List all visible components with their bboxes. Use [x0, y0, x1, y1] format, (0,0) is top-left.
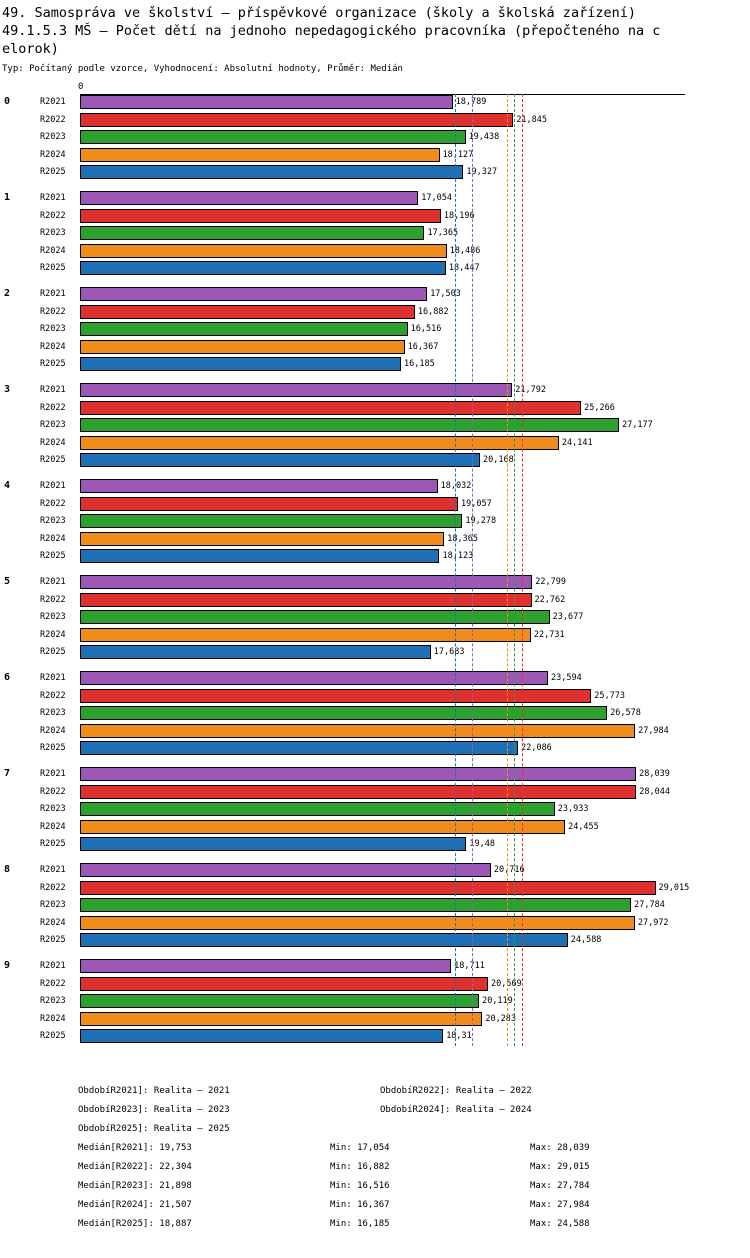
bar: [80, 287, 427, 301]
median-line: [455, 94, 457, 1046]
series-label: R2021: [40, 769, 66, 779]
bar-group: [0, 382, 685, 470]
median-line: [472, 94, 474, 1046]
bar-row: [0, 208, 685, 225]
bar: [80, 767, 636, 781]
series-label: R2022: [40, 978, 66, 989]
bar-row: [0, 164, 685, 181]
stat-row: [0, 1200, 750, 1219]
bar-row: [0, 705, 685, 722]
bar-row: [0, 574, 685, 591]
bar-row: [0, 496, 685, 513]
bar-value-label: 25,773: [594, 690, 625, 701]
stat-median: Medián[R2021]: 19,753: [78, 1143, 192, 1153]
series-label: R2025: [40, 839, 66, 850]
series-label: R2024: [40, 917, 66, 928]
chart-legend: [0, 1086, 750, 1143]
series-label: R2024: [40, 725, 66, 736]
series-label: R2022: [40, 882, 66, 893]
bar-row: [0, 862, 685, 879]
group-label: 7: [4, 768, 11, 779]
bar-group: [0, 862, 690, 950]
bar-value-label: 18,789: [455, 97, 487, 107]
bar-value-label: 24,588: [570, 935, 602, 946]
bar: [80, 645, 431, 659]
bar: [80, 305, 415, 319]
series-label: R2023: [40, 420, 66, 431]
series-label: R2022: [40, 306, 66, 317]
title-line-3: elorok): [2, 41, 59, 57]
legend-item: ObdobíR2024]: Realita – 2024: [380, 1105, 532, 1115]
bar: [80, 113, 513, 127]
bar-row: [0, 609, 685, 626]
bar-row: [0, 304, 685, 321]
median-line: [507, 94, 509, 1046]
series-label: R2025: [40, 359, 66, 370]
bar-value-label: 20,119: [482, 996, 513, 1007]
bar-row: [0, 723, 685, 740]
bar-value-label: 24,141: [561, 437, 593, 448]
bar: [80, 549, 439, 563]
bar: [80, 628, 531, 642]
series-label: R2023: [40, 996, 66, 1007]
bar-value-label: 19,057: [461, 498, 492, 509]
title-line-2: 49.1.5.3 MŠ – Počet dětí na jednoho nepedagogického pracovníka (přepočteného na c: [2, 23, 661, 39]
bar: [80, 436, 559, 450]
series-label: R2024: [40, 341, 66, 352]
bar-row: [0, 1011, 685, 1028]
bar: [80, 497, 458, 511]
bar-value-label: 22,731: [533, 629, 565, 640]
bar-row: [0, 592, 685, 609]
series-label: R2023: [40, 516, 66, 527]
stat-max: Max: 27,984: [530, 1200, 590, 1210]
bar: [80, 977, 488, 991]
series-label: R2021: [40, 961, 66, 971]
series-label: R2021: [40, 193, 66, 203]
bar: [80, 514, 462, 528]
bar-group: [0, 94, 685, 182]
median-line: [522, 94, 524, 1046]
bar-row: [0, 897, 685, 914]
bar-row: [0, 644, 685, 661]
bar: [80, 357, 401, 371]
bar: [80, 898, 631, 912]
bar-value-label: 27,784: [634, 900, 665, 911]
bar: [80, 785, 636, 799]
bar-value-label: 18,711: [454, 961, 485, 971]
legend-row: [0, 1086, 750, 1105]
stat-max: Max: 28,039: [530, 1143, 590, 1153]
bar-group: [0, 286, 685, 374]
stat-min: Min: 16,185: [330, 1219, 390, 1229]
stat-row: [0, 1219, 750, 1238]
chart-area: [0, 82, 750, 1042]
bar-row: [0, 435, 685, 452]
page-title: [2, 4, 750, 58]
bar-value-label: 16,882: [417, 306, 449, 317]
bar-row: [0, 531, 685, 548]
series-label: R2021: [40, 673, 66, 683]
bar-row: [0, 478, 685, 495]
bar: [80, 418, 619, 432]
group-label: 4: [4, 480, 11, 491]
series-label: R2022: [40, 786, 66, 797]
series-label: R2025: [40, 743, 66, 754]
group-label: 8: [4, 864, 11, 875]
bar-value-label: 23,594: [551, 673, 582, 683]
bar-group: [0, 190, 685, 278]
bar-row: [0, 670, 685, 687]
chart-subtitle: Typ: Počítaný podle vzorce, Vyhodnocení: Absolutní hodnoty, Průměr: Medián: [2, 64, 403, 74]
bar-value-label: 18,486: [449, 245, 481, 256]
bar: [80, 863, 491, 877]
series-label: R2025: [40, 647, 66, 658]
group-label: 1: [4, 192, 11, 203]
bar-value-label: 22,799: [535, 577, 566, 587]
bar-row: [0, 260, 685, 277]
bar-row: [0, 766, 685, 783]
bar-value-label: 20,168: [483, 455, 514, 466]
legend-item: ObdobíR2021]: Realita – 2021: [78, 1086, 230, 1096]
bar-value-label: 26,578: [610, 708, 641, 719]
bar-row: [0, 225, 685, 242]
bar: [80, 532, 444, 546]
x-axis-zero-tick: 0: [78, 82, 84, 92]
bar: [80, 671, 548, 685]
bar-value-label: 18,032: [440, 481, 472, 491]
series-label: R2024: [40, 149, 66, 160]
median-line: [514, 94, 516, 1046]
series-label: R2025: [40, 167, 66, 178]
stat-row: [0, 1162, 750, 1181]
bar: [80, 610, 550, 624]
bar-value-label: 19,327: [466, 167, 498, 178]
series-label: R2024: [40, 437, 66, 448]
bar: [80, 724, 635, 738]
stat-max: Max: 29,015: [530, 1162, 590, 1172]
series-label: R2025: [40, 455, 66, 466]
series-label: R2021: [40, 577, 66, 587]
stat-min: Min: 16,882: [330, 1162, 390, 1172]
bar-value-label: 16,516: [410, 324, 442, 335]
series-label: R2024: [40, 245, 66, 256]
bar-value-label: 27,177: [622, 420, 653, 431]
series-label: R2025: [40, 263, 66, 274]
bar-row: [0, 958, 685, 975]
series-label: R2023: [40, 324, 66, 335]
bar: [80, 706, 607, 720]
stat-median: Medián[R2025]: 18,887: [78, 1219, 192, 1229]
bar-value-label: 20,569: [491, 978, 522, 989]
bar-value-label: 18,123: [442, 551, 474, 562]
bar-value-label: 28,039: [639, 769, 670, 779]
legend-item: ObdobíR2023]: Realita – 2023: [78, 1105, 230, 1115]
stat-max: Max: 27,784: [530, 1181, 590, 1191]
bar: [80, 1012, 482, 1026]
bar-row: [0, 243, 685, 260]
bar: [80, 130, 466, 144]
bar-row: [0, 513, 685, 530]
bar: [80, 383, 512, 397]
stat-row: [0, 1143, 750, 1162]
bar-row: [0, 417, 685, 434]
bar-row: [0, 94, 685, 111]
bar-value-label: 17,054: [421, 193, 452, 203]
bar: [80, 994, 479, 1008]
series-label: R2021: [40, 97, 66, 107]
series-label: R2021: [40, 289, 66, 299]
bar-value-label: 21,792: [515, 385, 546, 395]
series-label: R2023: [40, 228, 66, 239]
bar-value-label: 19,278: [465, 516, 497, 527]
stat-min: Min: 16,367: [330, 1200, 390, 1210]
stat-min: Min: 16,516: [330, 1181, 390, 1191]
bar: [80, 191, 418, 205]
bar: [80, 933, 568, 947]
stat-median: Medián[R2023]: 21,898: [78, 1181, 192, 1191]
bar-row: [0, 112, 685, 129]
bar: [80, 837, 466, 851]
group-label: 2: [4, 288, 11, 299]
bar-row: [0, 548, 685, 565]
bar-value-label: 16,367: [407, 341, 439, 352]
bar-row: [0, 452, 685, 469]
bar-value-label: 17,503: [430, 289, 461, 299]
bar-value-label: 29,015: [658, 882, 690, 893]
chart-statistics: [0, 1143, 750, 1238]
bar-value-label: 16,185: [404, 359, 435, 370]
bar-group: [0, 958, 685, 1046]
bar-value-label: 17,683: [433, 647, 465, 658]
bar: [80, 1029, 443, 1043]
bar-row: [0, 880, 690, 897]
legend-row: [0, 1124, 750, 1143]
stat-min: Min: 17,054: [330, 1143, 390, 1153]
bar-row: [0, 976, 685, 993]
bar: [80, 479, 438, 493]
bar-plot: [4, 94, 750, 1042]
group-label: 5: [4, 576, 11, 587]
bar-row: [0, 1028, 685, 1045]
bar: [80, 741, 518, 755]
bar-value-label: 20,283: [485, 1013, 517, 1024]
bar-value-label: 21,845: [516, 114, 548, 125]
bar-group: [0, 670, 685, 758]
bar: [80, 322, 408, 336]
stat-row: [0, 1181, 750, 1200]
bar-row: [0, 321, 685, 338]
bar-row: [0, 190, 685, 207]
bar-row: [0, 801, 685, 818]
group-label: 9: [4, 960, 11, 971]
bar: [80, 148, 440, 162]
bar-row: [0, 400, 685, 417]
bar: [80, 453, 480, 467]
bar-row: [0, 382, 685, 399]
bar-row: [0, 627, 685, 644]
bar-value-label: 27,972: [637, 917, 669, 928]
series-label: R2024: [40, 821, 66, 832]
stat-median: Medián[R2022]: 22,304: [78, 1162, 192, 1172]
bar-value-label: 18,127: [442, 149, 474, 160]
bar: [80, 261, 446, 275]
series-label: R2024: [40, 629, 66, 640]
bar-value-label: 24,455: [568, 821, 599, 832]
bar-row: [0, 993, 685, 1010]
series-label: R2021: [40, 481, 66, 491]
bar-row: [0, 286, 685, 303]
bar-value-label: 18,365: [447, 533, 478, 544]
bar-row: [0, 932, 685, 949]
series-label: R2023: [40, 132, 66, 143]
bar-value-label: 28,044: [639, 786, 670, 797]
bar: [80, 820, 565, 834]
bar-value-label: 19,438: [468, 132, 500, 143]
bar: [80, 593, 532, 607]
bar-row: [0, 356, 685, 373]
legend-item: ObdobíR2022]: Realita – 2022: [380, 1086, 532, 1096]
bar-group: [0, 766, 685, 854]
series-label: R2023: [40, 612, 66, 623]
bar-value-label: 22,086: [521, 743, 552, 754]
bar-value-label: 20,716: [493, 865, 525, 875]
legend-row: [0, 1105, 750, 1124]
series-label: R2024: [40, 1013, 66, 1024]
bar: [80, 209, 441, 223]
bar-group: [0, 574, 685, 662]
bar-row: [0, 915, 685, 932]
series-label: R2023: [40, 804, 66, 815]
bar-row: [0, 784, 685, 801]
series-label: R2023: [40, 900, 66, 911]
bar-value-label: 23,677: [552, 612, 584, 623]
bar-value-label: 18,447: [448, 263, 480, 274]
bar-row: [0, 129, 685, 146]
bar-row: [0, 819, 685, 836]
bar-value-label: 18,196: [443, 210, 475, 221]
bar: [80, 802, 555, 816]
bar: [80, 340, 405, 354]
series-label: R2021: [40, 385, 66, 395]
bar-row: [0, 740, 685, 757]
series-label: R2022: [40, 210, 66, 221]
bar: [80, 881, 656, 895]
group-label: 6: [4, 672, 11, 683]
group-label: 0: [4, 96, 11, 107]
series-label: R2023: [40, 708, 66, 719]
series-label: R2022: [40, 690, 66, 701]
series-label: R2025: [40, 1031, 66, 1042]
bar-value-label: 22,762: [534, 594, 566, 605]
bar-row: [0, 836, 685, 853]
series-label: R2022: [40, 498, 66, 509]
bar: [80, 165, 463, 179]
bar: [80, 226, 424, 240]
bar-row: [0, 339, 685, 356]
bar-value-label: 27,984: [638, 725, 669, 736]
bar-row: [0, 688, 685, 705]
bar: [80, 916, 635, 930]
bar-value-label: 18,31: [446, 1031, 472, 1042]
group-label: 3: [4, 384, 11, 395]
bar-group: [0, 478, 685, 566]
series-label: R2024: [40, 533, 66, 544]
title-line-1: 49. Samospráva ve školství – příspěvkové organizace (školy a školská zařízení): [2, 5, 636, 21]
bar: [80, 959, 451, 973]
series-label: R2021: [40, 865, 66, 875]
stat-median: Medián[R2024]: 21,507: [78, 1200, 192, 1210]
series-label: R2025: [40, 551, 66, 562]
stat-max: Max: 24,588: [530, 1219, 590, 1229]
bar-value-label: 19,48: [469, 839, 495, 850]
bar-value-label: 23,933: [557, 804, 589, 815]
series-label: R2025: [40, 935, 66, 946]
bar: [80, 244, 447, 258]
series-label: R2022: [40, 594, 66, 605]
bar-value-label: 17,365: [427, 228, 459, 239]
bar-value-label: 25,266: [584, 402, 615, 413]
bar-row: [0, 147, 685, 164]
series-label: R2022: [40, 402, 66, 413]
series-label: R2022: [40, 114, 66, 125]
bar: [80, 95, 453, 109]
legend-item: ObdobíR2025]: Realita – 2025: [78, 1124, 230, 1134]
bar: [80, 575, 532, 589]
